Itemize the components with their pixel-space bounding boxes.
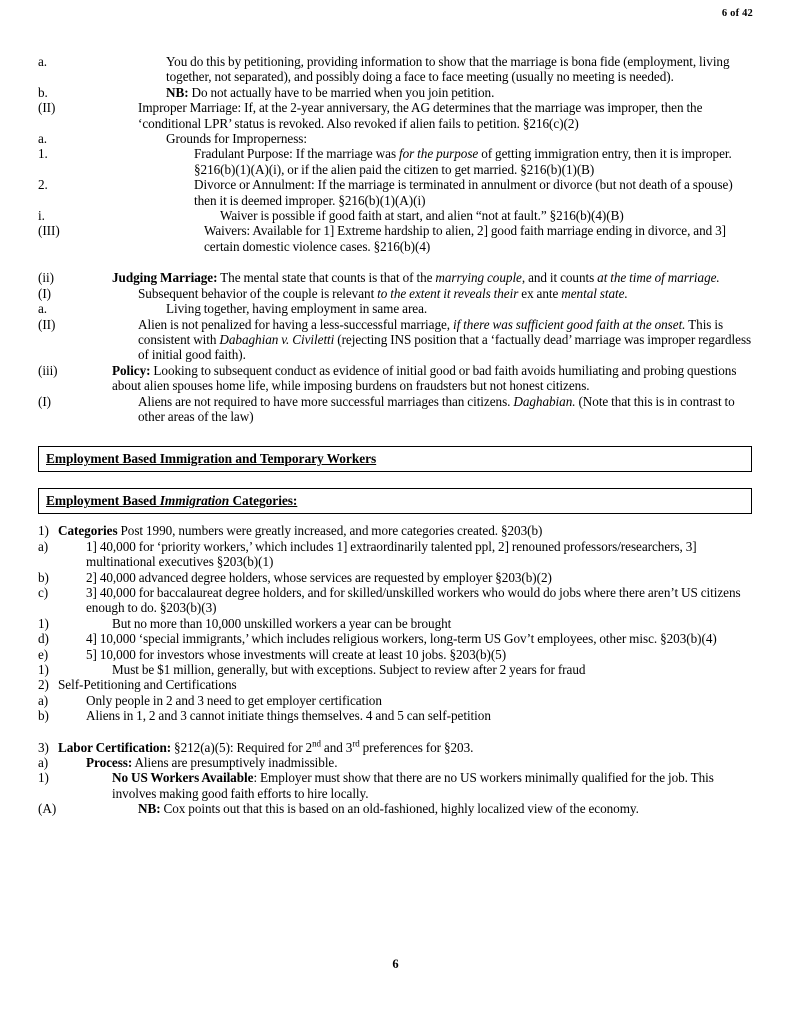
spacer — [38, 472, 754, 488]
outline-text: Waivers: Available for 1] Extreme hardship to alien, 2] good faith marriage ending in divorce, and 3] certain domestic violence cases. §216(b)(4) — [204, 223, 727, 254]
outline-section-employment — [38, 523, 754, 816]
outline-marker: 1) — [38, 523, 49, 539]
outline-item-e-investors — [38, 647, 754, 662]
outline-text: But no more than 10,000 unskilled workers a year can be brought — [112, 615, 452, 631]
outline-item-a-grounds-improperness — [38, 131, 754, 146]
outline-item-III-waivers — [38, 223, 754, 254]
outline-item-A-nb-cox — [38, 801, 754, 816]
outline-text: Divorce or Annulment: If the marriage is terminated in annulment or divorce (but not death of a spouse) then it is deemed improper. §216(b)(1)(A)(i) — [194, 177, 733, 208]
outline-item-3-labor-certification — [38, 740, 754, 755]
section-header-box-1 — [38, 446, 752, 472]
outline-marker: (II) — [38, 316, 56, 332]
outline-item-a-process — [38, 755, 754, 770]
outline-item-a-employer-certification — [38, 693, 754, 708]
outline-item-1-million-requirement — [38, 662, 754, 677]
outline-marker: 2) — [38, 677, 49, 693]
outline-marker: 1) — [38, 770, 49, 786]
outline-marker: e) — [38, 646, 49, 662]
outline-marker: 2. — [38, 177, 48, 193]
outline-item-b-cannot-initiate — [38, 708, 754, 723]
outline-marker: 1) — [38, 615, 49, 631]
outline-item-ii-judging-marriage — [38, 270, 754, 285]
outline-item-a-living-together — [38, 301, 754, 316]
outline-item-a-priority-workers — [38, 539, 754, 570]
section-header-text-2: Employment Based Immigration Categories: — [46, 493, 298, 509]
outline-marker: (A) — [38, 801, 57, 817]
outline-text: Grounds for Improperness: — [166, 131, 307, 147]
outline-text: Labor Certification: §212(a)(5): Required for 2nd and 3rd preferences for §203. — [58, 738, 474, 755]
outline-text: No US Workers Available: Employer must show that there are no US workers minimally qualified for the job. This involves making good faith efforts to hire locally. — [112, 770, 714, 801]
outline-item-I-aliens-not-required — [38, 394, 754, 425]
outline-text: 4] 10,000 ‘special immigrants,’ which includes religious workers, long-term US Gov’t employees, other misc. §203(b)(4) — [86, 631, 717, 647]
outline-marker: d) — [38, 631, 49, 647]
outline-text: Judging Marriage: The mental state that counts is that of the marrying couple, and it counts at the time of marriage. — [112, 270, 720, 286]
outline-marker: a. — [38, 301, 48, 317]
spacer — [38, 424, 754, 446]
outline-item-1-unskilled-workers-cap — [38, 616, 754, 631]
page-footer: 6 — [392, 957, 399, 971]
outline-item-c-baccalaureat-degree-holders — [38, 585, 754, 616]
outline-text: Fradulant Purpose: If the marriage was for the purpose of getting immigration entry, then it is improper. §216(b)(1)(A)(i), or if the alien paid the citizen to get married. §216(b)(1)(B) — [194, 146, 732, 177]
outline-marker: 1. — [38, 146, 48, 162]
outline-marker: 3) — [38, 739, 49, 755]
outline-marker: (I) — [38, 393, 52, 409]
outline-text: Only people in 2 and 3 need to get employer certification — [86, 692, 382, 708]
outline-text: Waiver is possible if good faith at start, and alien “not at fault.” §216(b)(4)(B) — [220, 208, 624, 224]
outline-marker: 1) — [38, 662, 49, 677]
outline-item-d-special-immigrants — [38, 631, 754, 646]
outline-marker: a. — [38, 131, 48, 147]
outline-section-marriage — [38, 54, 754, 424]
outline-marker: (I) — [38, 285, 52, 301]
outline-marker: i. — [38, 208, 45, 224]
outline-marker: a) — [38, 755, 49, 771]
outline-marker: a) — [38, 538, 49, 554]
outline-item-b-nb-married — [38, 85, 754, 100]
outline-item-II-alien-not-penalized — [38, 317, 754, 363]
outline-marker: (iii) — [38, 362, 58, 378]
outline-item-i-waiver-possible — [38, 208, 754, 223]
outline-text: NB: Do not actually have to be married when you join petition. — [166, 84, 495, 100]
outline-marker: b. — [38, 84, 48, 100]
outline-text: Self-Petitioning and Certifications — [58, 677, 237, 693]
outline-item-1-categories — [38, 523, 754, 538]
outline-text: Living together, having employment in same area. — [166, 301, 428, 317]
outline-text: 2] 40,000 advanced degree holders, whose services are requested by employer §203(b)(2) — [86, 569, 552, 585]
outline-text: NB: Cox points out that this is based on an old-fashioned, highly localized view of the economy. — [138, 801, 639, 817]
outline-text: Must be $1 million, generally, but with exceptions. Subject to review after 2 years for fraud — [112, 662, 586, 677]
spacer — [38, 254, 754, 270]
outline-item-II-improper-marriage — [38, 100, 754, 131]
outline-text: Process: Aliens are presumptively inadmissible. — [86, 755, 338, 771]
outline-marker: c) — [38, 584, 49, 600]
outline-text: Aliens in 1, 2 and 3 cannot initiate things themselves. 4 and 5 can self-petition — [86, 708, 491, 724]
outline-text: 5] 10,000 for investors whose investments will create at least 10 jobs. §203(b)(5) — [86, 646, 507, 662]
outline-marker: (II) — [38, 100, 56, 116]
outline-item-a-petitioning — [38, 54, 754, 85]
outline-text: 3] 40,000 for baccalaureat degree holders, and for skilled/unskilled workers who would do jobs where there aren’t US citizens enough to do. §203(b)(3) — [86, 584, 741, 616]
outline-marker: (ii) — [38, 270, 54, 286]
spacer — [38, 724, 754, 740]
outline-item-I-subsequent-behavior — [38, 286, 754, 301]
document-body — [38, 54, 754, 817]
outline-marker: b) — [38, 708, 49, 724]
section-header-text-1: Employment Based Immigration and Temporary Workers — [46, 451, 377, 467]
outline-text: Categories Post 1990, numbers were greatly increased, and more categories created. §203(b) — [58, 523, 543, 539]
outline-text: Policy: Looking to subsequent conduct as evidence of initial good or bad faith avoids humiliating and probing questions about alien spouses home life, while imposing burdens on fraudsters but not honest citizens. — [112, 362, 737, 394]
outline-text: Improper Marriage: If, at the 2-year anniversary, the AG determines that the marriage was improper, then the ‘conditional LPR’ status is revoked. Also revoked if alien fails to petition. §216(c)(2) — [138, 100, 703, 131]
outline-item-1-fradulant-purpose — [38, 146, 754, 177]
outline-marker: (III) — [38, 223, 60, 239]
outline-item-2-divorce-annulment — [38, 177, 754, 208]
section-header-box-2 — [38, 488, 752, 514]
outline-text: Subsequent behavior of the couple is relevant to the extent it reveals their ex ante mental state. — [138, 285, 628, 301]
outline-item-iii-policy — [38, 363, 754, 394]
outline-marker: b) — [38, 569, 49, 585]
outline-text: You do this by petitioning, providing information to show that the marriage is bona fide (employment, living together, not separated), and possibly doing a face to face meeting (usually no meeting is needed). — [166, 54, 730, 85]
outline-item-b-advanced-degree-holders — [38, 570, 754, 585]
outline-text: Alien is not penalized for having a less-successful marriage, if there was sufficient good faith at the onset. This is consistent with Dabaghian v. Civiletti (rejecting INS position that a ‘factually dead’ marriage was improper regardless of initial good faith). — [138, 316, 752, 363]
outline-item-2-self-petitioning — [38, 677, 754, 692]
outline-marker: a. — [38, 54, 48, 69]
outline-item-1-no-us-workers-available — [38, 770, 754, 801]
outline-marker: a) — [38, 692, 49, 708]
spacer — [38, 514, 754, 523]
outline-text: Aliens are not required to have more successful marriages than citizens. Daghabian. (Note that this is in contrast to other areas of the law) — [138, 393, 735, 424]
page-header: 6 of 42 — [721, 8, 753, 19]
outline-text: 1] 40,000 for ‘priority workers,’ which includes 1] extraordinarily talented ppl, 2] renouned professors/researchers, 3] multinational executives §203(b)(1) — [86, 538, 697, 570]
